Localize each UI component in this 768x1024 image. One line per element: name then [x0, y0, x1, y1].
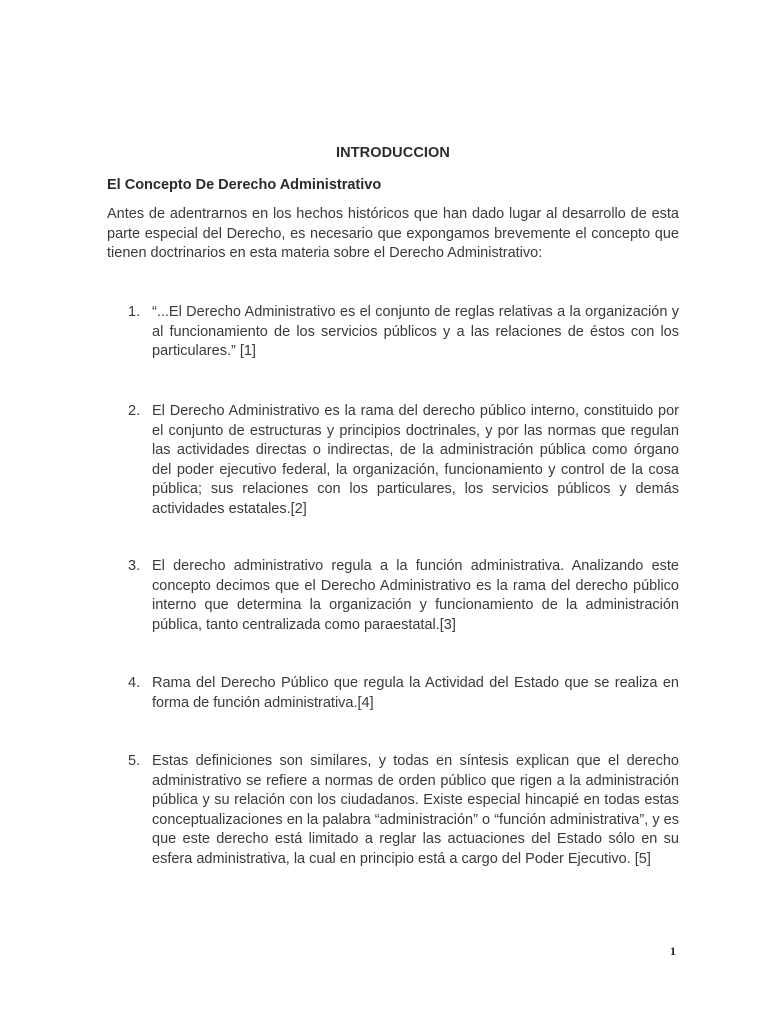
list-item-text: El derecho administrativo regula a la función administrativa. Analizando este concepto decimos que el Derecho Administrativo es la rama del derecho público interno que determina la organización y funcionamiento de la administración pública, tanto centralizada como paraestatal.[3] [152, 558, 679, 633]
list-item-number: 4. [128, 675, 141, 691]
list-item-2 [128, 402, 679, 519]
list-item-number: 3. [128, 558, 141, 574]
list-item-text: Estas definiciones son similares, y todas en síntesis explican que el derecho administrativo se refiere a normas de orden público que rigen a la administración pública y su relación con los ciudadanos. Existe especial hincapié en todas estas conceptualizaciones en la palabra “administración” o “función administrativa”, y es que este derecho está limitado a reglar las actuaciones del Estado sólo en su esfera administrativa, la cual en principio está a cargo del Poder Ejecutivo. [5] [152, 753, 679, 867]
list-item-text: “...El Derecho Administrativo es el conjunto de reglas relativas a la organización y al funcionamiento de los servicios públicos y a las relaciones de éstos con los particulares.” [1] [152, 304, 679, 359]
list-item-5 [128, 752, 679, 869]
intro-paragraph: Antes de adentrarnos en los hechos históricos que han dado lugar al desarrollo de esta parte especial del Derecho, es necesario que expongamos brevemente el concepto que tienen doctrinarios en esta materia sobre el Derecho Administrativo: [107, 206, 679, 261]
list-item-4 [128, 674, 679, 713]
page-number: 1 [670, 944, 676, 958]
section-heading: El Concepto De Derecho Administrativo [107, 177, 382, 193]
list-item-text: El Derecho Administrativo es la rama del derecho público interno, constituido por el conjunto de estructuras y principios doctrinales, y por las normas que regulan las actividades directas o indirectas, de la administración pública como órgano del poder ejecutivo federal, la organización, funcionamiento y control de la cosa pública; sus relaciones con los particulares, los servicios públicos y demás actividades estatales.[2] [152, 403, 679, 517]
list-item-number: 2. [128, 403, 141, 419]
document-title: INTRODUCCION [336, 145, 450, 161]
list-item-text: Rama del Derecho Público que regula la Actividad del Estado que se realiza en forma de función administrativa.[4] [152, 675, 679, 711]
list-item-3 [128, 557, 679, 635]
list-item-number: 5. [128, 753, 141, 769]
list-item-1 [128, 303, 679, 362]
list-item-number: 1. [128, 304, 141, 320]
